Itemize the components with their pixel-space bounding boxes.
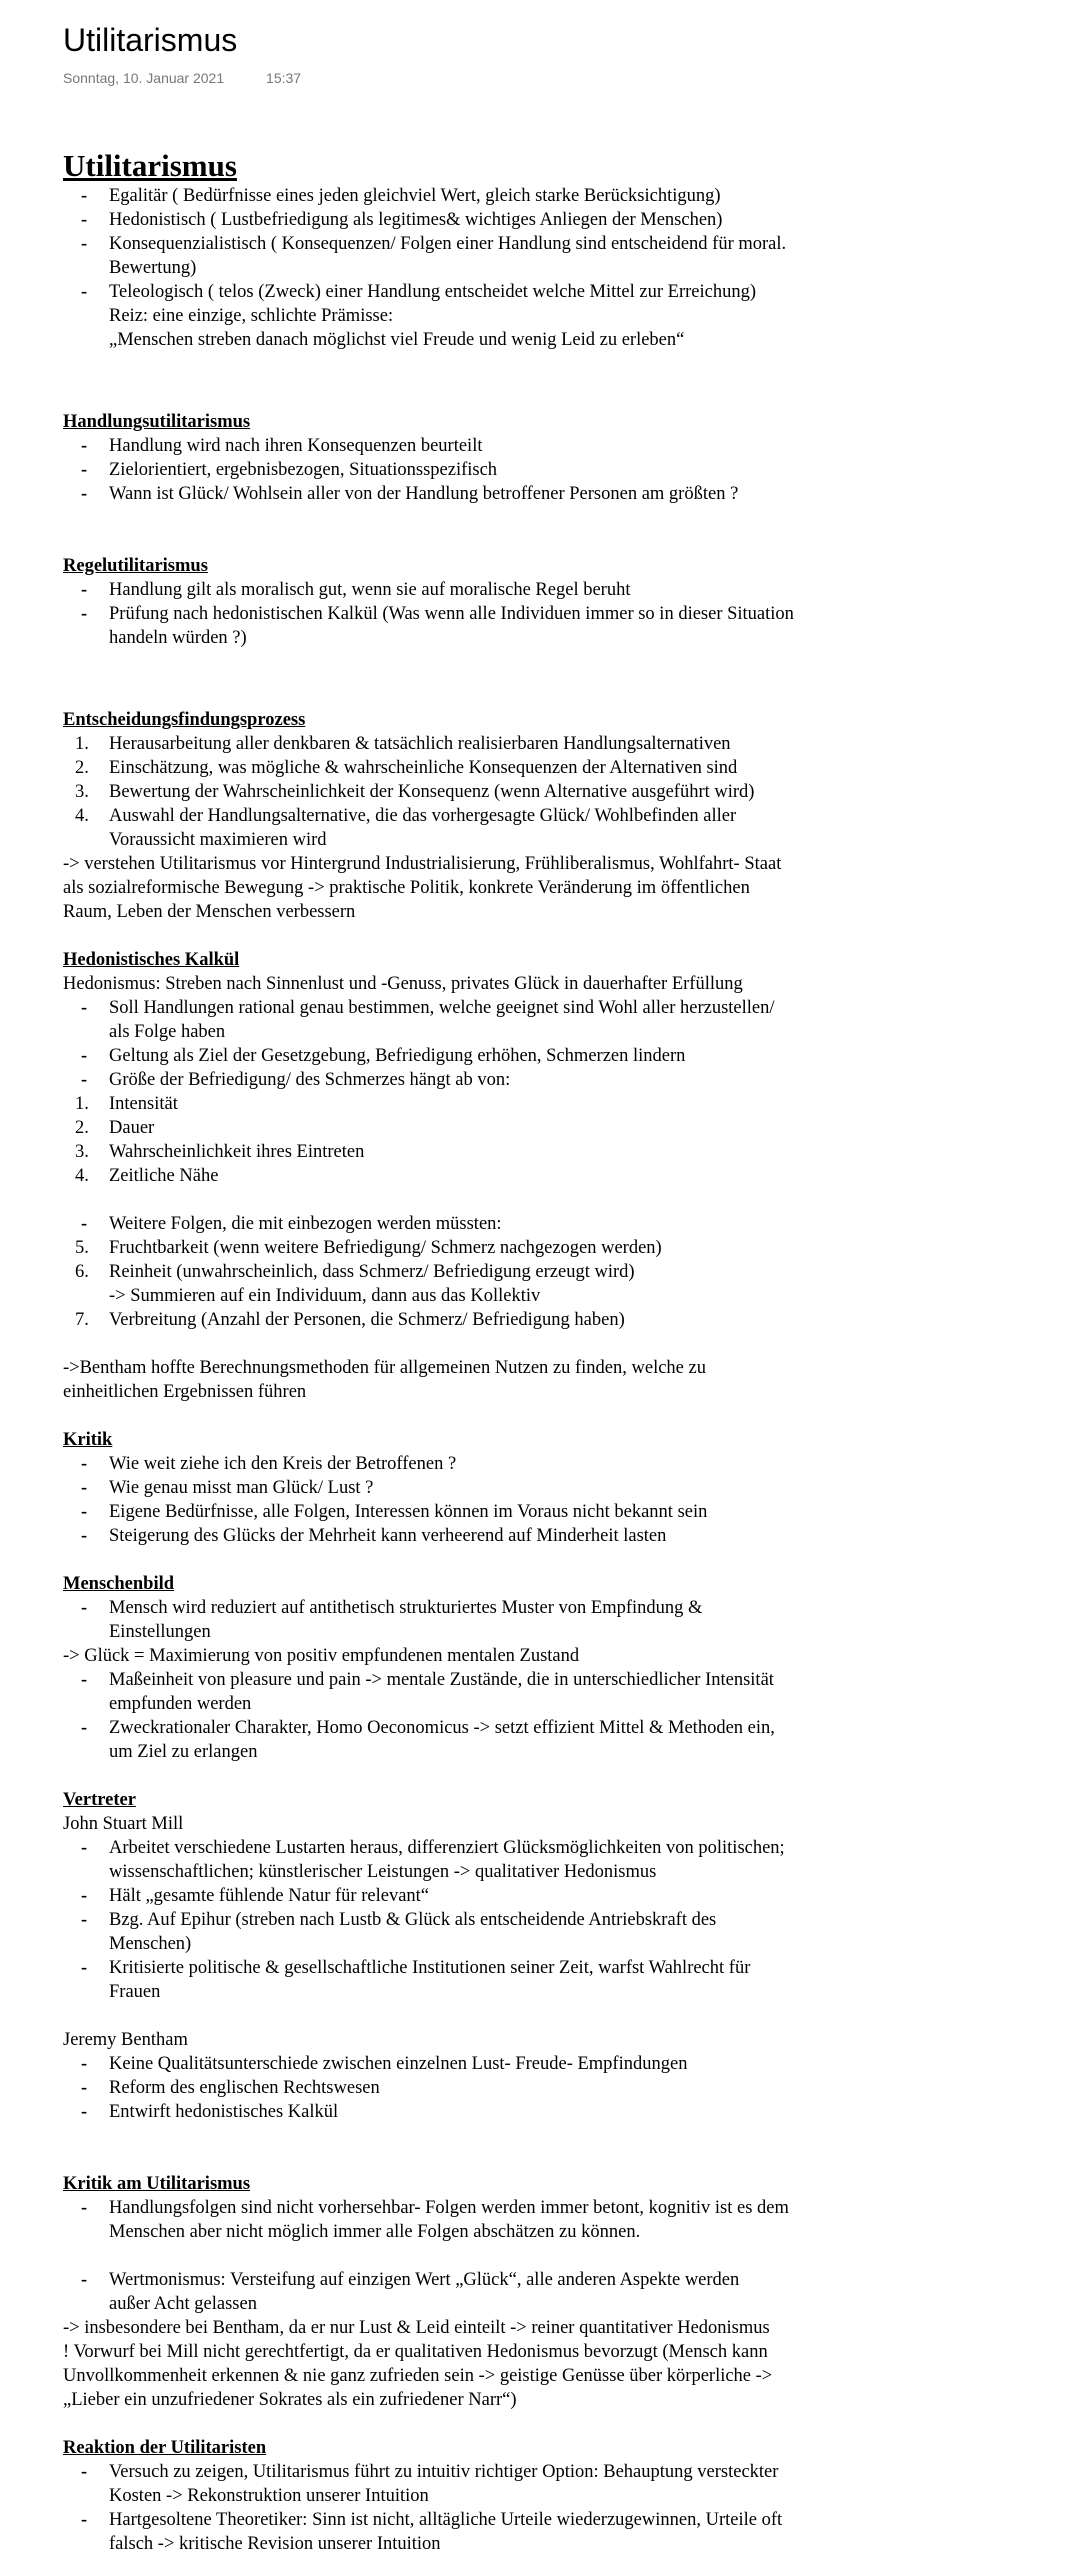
bullet-item <box>63 602 1053 626</box>
spacer <box>63 1188 1053 1212</box>
main-heading <box>63 148 1053 184</box>
list-number: 5. <box>75 1238 89 1258</box>
text-line <box>63 2028 1053 2052</box>
line-text: Reaktion der Utilitaristen <box>63 2438 267 2458</box>
list-number: 6. <box>75 1262 89 1282</box>
list-number: 1. <box>75 734 89 754</box>
line-text: Einschätzung, was mögliche & wahrscheinliche Konsequenzen der Alternativen sind <box>109 758 738 778</box>
bullet-item <box>63 1044 1053 1068</box>
spacer <box>63 2124 1053 2172</box>
line-text: Wie weit ziehe ich den Kreis der Betroffenen ? <box>109 1454 457 1474</box>
bullet-item <box>63 434 1053 458</box>
continuation-line <box>63 1860 1053 1884</box>
note-body[interactable] <box>63 148 1053 2556</box>
line-text: Kritik am Utilitarismus <box>63 2174 251 2194</box>
bullet-item <box>63 1836 1053 1860</box>
line-text: Hedonistisch ( Lustbefriedigung als legitimes& wichtiges Anliegen der Menschen) <box>109 210 723 230</box>
page-timestamp <box>63 70 301 86</box>
line-text: Maßeinheit von pleasure und pain -> mentale Zustände, die in unterschiedlicher Intensität <box>109 1670 774 1690</box>
line-text: -> insbesondere bei Bentham, da er nur Lust & Leid einteilt -> reiner quantitativer Hedonismus <box>63 2318 770 2338</box>
line-text: wissenschaftlichen; künstlerischer Leistungen -> qualitativer Hedonismus <box>109 1862 657 1882</box>
bullet-item <box>63 280 1053 304</box>
spacer <box>63 2244 1053 2268</box>
section-heading <box>63 708 1053 732</box>
list-number: 7. <box>75 1310 89 1330</box>
line-text: Wahrscheinlichkeit ihres Eintreten <box>109 1142 365 1162</box>
line-text: Menschen) <box>109 1934 192 1954</box>
line-text: Regelutilitarismus <box>63 556 208 576</box>
text-line <box>63 2364 1053 2388</box>
line-text: außer Acht gelassen <box>109 2294 257 2314</box>
line-text: Bzg. Auf Epihur (streben nach Lustb & Glück als entscheidende Antriebskraft des <box>109 1910 717 1930</box>
line-text: Intensität <box>109 1094 178 1114</box>
line-text: Einstellungen <box>109 1622 211 1642</box>
line-text: Unvollkommenheit erkennen & nie ganz zufrieden sein -> geistige Genüsse über körperliche -> <box>63 2366 773 2386</box>
bullet-item <box>63 578 1053 602</box>
line-text: Hält „gesamte fühlende Natur für relevant“ <box>109 1886 430 1906</box>
line-text: Kosten -> Rekonstruktion unserer Intuition <box>109 2486 429 2506</box>
text-line <box>63 2316 1053 2340</box>
line-text: Egalitär ( Bedürfnisse eines jeden gleichviel Wert, gleich starke Berücksichtigung) <box>109 186 721 206</box>
numbered-item <box>63 1092 1053 1116</box>
line-text: einheitlichen Ergebnissen führen <box>63 1382 307 1402</box>
list-number: 1. <box>75 1094 89 1114</box>
line-text: Entwirft hedonistisches Kalkül <box>109 2102 339 2122</box>
continuation-line <box>63 2532 1053 2556</box>
line-text: Arbeitet verschiedene Lustarten heraus, differenziert Glücksmöglichkeiten von politischen; <box>109 1838 785 1858</box>
line-text: „Lieber ein unzufriedener Sokrates als ein zufriedener Narr“) <box>63 2390 517 2410</box>
line-text: Hedonistisches Kalkül <box>63 950 240 970</box>
text-line <box>63 876 1053 900</box>
line-text: Menschen aber nicht möglich immer alle Folgen abschätzen zu können. <box>109 2222 641 2242</box>
bullet-item <box>63 482 1053 506</box>
bullet-item <box>63 1524 1053 1548</box>
section-heading <box>63 1788 1053 1812</box>
section-heading <box>63 2172 1053 2196</box>
line-text: Kritisierte politische & gesellschaftliche Institutionen seiner Zeit, warfst Wahlrecht für <box>109 1958 751 1978</box>
line-text: Soll Handlungen rational genau bestimmen, welche geeignet sind Wohl aller herzustellen/ <box>109 998 775 1018</box>
list-number: 3. <box>75 1142 89 1162</box>
line-text: -> Summieren auf ein Individuum, dann aus das Kollektiv <box>109 1286 541 1306</box>
line-text: Hartgesoltene Theoretiker: Sinn ist nicht, alltägliche Urteile wiederzugewinnen, Urteile oft <box>109 2510 783 2530</box>
text-line <box>63 1812 1053 1836</box>
line-text: empfunden werden <box>109 1694 252 1714</box>
numbered-item <box>63 1140 1053 1164</box>
line-text: Verbreitung (Anzahl der Personen, die Schmerz/ Befriedigung haben) <box>109 1310 625 1330</box>
continuation-line <box>63 256 1053 280</box>
text-line <box>63 1380 1053 1404</box>
spacer <box>63 2412 1053 2436</box>
line-text: Fruchtbarkeit (wenn weitere Befriedigung/ Schmerz nachgezogen werden) <box>109 1238 662 1258</box>
line-text: Zweckrationaler Charakter, Homo Oeconomicus -> setzt effizient Mittel & Methoden ein, <box>109 1718 775 1738</box>
bullet-item <box>63 2268 1053 2292</box>
numbered-item <box>63 1116 1053 1140</box>
line-text: Teleologisch ( telos (Zweck) einer Handlung entscheidet welche Mittel zur Erreichung) <box>109 282 756 302</box>
section-heading <box>63 2436 1053 2460</box>
bullet-item <box>63 458 1053 482</box>
line-text: Jeremy Bentham <box>63 2030 188 2050</box>
bullet-item <box>63 208 1053 232</box>
numbered-item <box>63 756 1053 780</box>
numbered-item <box>63 1260 1053 1284</box>
line-text: Wann ist Glück/ Wohlsein aller von der Handlung betroffener Personen am größten ? <box>109 484 739 504</box>
line-text: Steigerung des Glücks der Mehrheit kann verheerend auf Minderheit lasten <box>109 1526 667 1546</box>
line-text: Handlung gilt als moralisch gut, wenn sie auf moralische Regel beruht <box>109 580 631 600</box>
continuation-line <box>63 328 1053 352</box>
text-line <box>63 1356 1053 1380</box>
spacer <box>63 1764 1053 1788</box>
line-text: Versuch zu zeigen, Utilitarismus führt zu intuitiv richtiger Option: Behauptung versteckter <box>109 2462 779 2482</box>
line-text: Bewertung) <box>109 258 197 278</box>
section-heading <box>63 948 1053 972</box>
spacer <box>63 1332 1053 1356</box>
page-date: Sonntag, 10. Januar 2021 <box>63 70 225 86</box>
bullet-item <box>63 1500 1053 1524</box>
numbered-item <box>63 732 1053 756</box>
continuation-line <box>63 1020 1053 1044</box>
spacer <box>63 924 1053 948</box>
section-heading <box>63 1428 1053 1452</box>
bullet-item <box>63 2076 1053 2100</box>
bullet-item <box>63 2100 1053 2124</box>
text-line <box>63 2388 1053 2412</box>
line-text: Keine Qualitätsunterschiede zwischen einzelnen Lust- Freude- Empfindungen <box>109 2054 688 2074</box>
line-text: Frauen <box>109 1982 161 2002</box>
line-text: Konsequenzialistisch ( Konsequenzen/ Folgen einer Handlung sind entscheidend für moral. <box>109 234 787 254</box>
continuation-line <box>63 1284 1053 1308</box>
line-text: Bewertung der Wahrscheinlichkeit der Konsequenz (wenn Alternative ausgeführt wird) <box>109 782 755 802</box>
line-text: ->Bentham hoffte Berechnungsmethoden für allgemeinen Nutzen zu finden, welche zu <box>63 1358 706 1378</box>
line-text: Kritik <box>63 1430 113 1450</box>
numbered-item <box>63 1236 1053 1260</box>
numbered-item <box>63 780 1053 804</box>
list-number: 2. <box>75 758 89 778</box>
list-number: 4. <box>75 806 89 826</box>
continuation-line <box>63 2484 1053 2508</box>
bullet-item <box>63 1956 1053 1980</box>
line-text: Raum, Leben der Menschen verbessern <box>63 902 356 922</box>
bullet-item <box>63 2196 1053 2220</box>
bullet-item <box>63 1884 1053 1908</box>
line-text: Eigene Bedürfnisse, alle Folgen, Interessen können im Voraus nicht bekannt sein <box>109 1502 708 1522</box>
line-text: Wertmonismus: Versteifung auf einzigen Wert „Glück“, alle anderen Aspekte werden <box>109 2270 740 2290</box>
line-text: Vertreter <box>63 1790 136 1810</box>
bullet-item <box>63 2460 1053 2484</box>
page-title[interactable]: Utilitarismus <box>63 22 238 58</box>
bullet-item <box>63 1668 1053 1692</box>
spacer <box>63 506 1053 554</box>
line-text: Reform des englischen Rechtswesen <box>109 2078 380 2098</box>
line-text: Handlungsutilitarismus <box>63 412 251 432</box>
line-text: Geltung als Ziel der Gesetzgebung, Befriedigung erhöhen, Schmerzen lindern <box>109 1046 686 1066</box>
spacer <box>63 2004 1053 2028</box>
text-line <box>63 972 1053 996</box>
line-text: Reinheit (unwahrscheinlich, dass Schmerz/ Befriedigung erzeugt wird) <box>109 1262 635 1282</box>
continuation-line <box>63 1980 1053 2004</box>
line-text: Größe der Befriedigung/ des Schmerzes hängt ab von: <box>109 1070 511 1090</box>
spacer <box>63 1404 1053 1428</box>
continuation-line <box>63 1620 1053 1644</box>
line-text: -> verstehen Utilitarismus vor Hintergrund Industrialisierung, Frühliberalismus, Wohlfahrt- Staat <box>63 854 782 874</box>
bullet-item <box>63 1716 1053 1740</box>
page-time: 15:37 <box>266 70 302 86</box>
line-text: Entscheidungsfindungsprozess <box>63 710 306 730</box>
continuation-line <box>63 828 1053 852</box>
line-text: Mensch wird reduziert auf antithetisch strukturiertes Muster von Empfindung & <box>109 1598 703 1618</box>
list-number: 4. <box>75 1166 89 1186</box>
list-number: 2. <box>75 1118 89 1138</box>
continuation-line <box>63 2292 1053 2316</box>
line-text: ! Vorwurf bei Mill nicht gerechtfertigt, da er qualitativen Hedonismus bevorzugt (Mensch kann <box>63 2342 768 2362</box>
bullet-item <box>63 996 1053 1020</box>
bullet-item <box>63 1596 1053 1620</box>
numbered-item <box>63 1164 1053 1188</box>
line-text: um Ziel zu erlangen <box>109 1742 258 1762</box>
bullet-item <box>63 2508 1053 2532</box>
line-text: Hedonismus: Streben nach Sinnenlust und -Genuss, privates Glück in dauerhafter Erfüllung <box>63 974 743 994</box>
line-text: Menschenbild <box>63 1574 175 1594</box>
spacer <box>63 352 1053 410</box>
continuation-line <box>63 1692 1053 1716</box>
line-text: Prüfung nach hedonistischen Kalkül (Was wenn alle Individuen immer so in dieser Situation <box>109 604 794 624</box>
line-text: Utilitarismus <box>63 148 237 183</box>
continuation-line <box>63 1740 1053 1764</box>
numbered-item <box>63 1308 1053 1332</box>
line-text: Handlung wird nach ihren Konsequenzen beurteilt <box>109 436 483 456</box>
spacer <box>63 1548 1053 1572</box>
line-text: als sozialreformische Bewegung -> praktische Politik, konkrete Veränderung im öffentlichen <box>63 878 750 898</box>
section-heading <box>63 1572 1053 1596</box>
line-text: Auswahl der Handlungsalternative, die das vorhergesagte Glück/ Wohlbefinden aller <box>109 806 737 826</box>
continuation-line <box>63 2220 1053 2244</box>
line-text: Reiz: eine einzige, schlichte Prämisse: <box>109 306 394 326</box>
line-text: Weitere Folgen, die mit einbezogen werden müssten: <box>109 1214 502 1234</box>
line-text: handeln würden ?) <box>109 628 247 648</box>
text-line <box>63 2340 1053 2364</box>
line-text: Voraussicht maximieren wird <box>109 830 327 850</box>
bullet-item <box>63 184 1053 208</box>
line-text: falsch -> kritische Revision unserer Intuition <box>109 2534 441 2554</box>
section-heading <box>63 410 1053 434</box>
line-text: Handlungsfolgen sind nicht vorhersehbar- Folgen werden immer betont, kognitiv ist es dem <box>109 2198 789 2218</box>
line-text: als Folge haben <box>109 1022 226 1042</box>
section-heading <box>63 554 1053 578</box>
line-text: „Menschen streben danach möglichst viel Freude und wenig Leid zu erleben“ <box>109 330 685 350</box>
bullet-item <box>63 1068 1053 1092</box>
bullet-item <box>63 1212 1053 1236</box>
line-text: Herausarbeitung aller denkbaren & tatsächlich realisierbaren Handlungsalternativen <box>109 734 731 754</box>
line-text: Dauer <box>109 1118 155 1138</box>
continuation-line <box>63 304 1053 328</box>
spacer <box>63 650 1053 708</box>
list-number: 3. <box>75 782 89 802</box>
bullet-item <box>63 1476 1053 1500</box>
line-text: Zielorientiert, ergebnisbezogen, Situationsspezifisch <box>109 460 498 480</box>
line-text: -> Glück = Maximierung von positiv empfundenen mentalen Zustand <box>63 1646 580 1666</box>
text-line <box>63 852 1053 876</box>
continuation-line <box>63 626 1053 650</box>
text-line <box>63 900 1053 924</box>
text-line <box>63 1644 1053 1668</box>
continuation-line <box>63 1932 1053 1956</box>
line-text: Wie genau misst man Glück/ Lust ? <box>109 1478 374 1498</box>
line-text: John Stuart Mill <box>63 1814 184 1834</box>
bullet-item <box>63 1452 1053 1476</box>
bullet-item <box>63 1908 1053 1932</box>
numbered-item <box>63 804 1053 828</box>
bullet-item <box>63 232 1053 256</box>
line-text: Zeitliche Nähe <box>109 1166 219 1186</box>
bullet-item <box>63 2052 1053 2076</box>
